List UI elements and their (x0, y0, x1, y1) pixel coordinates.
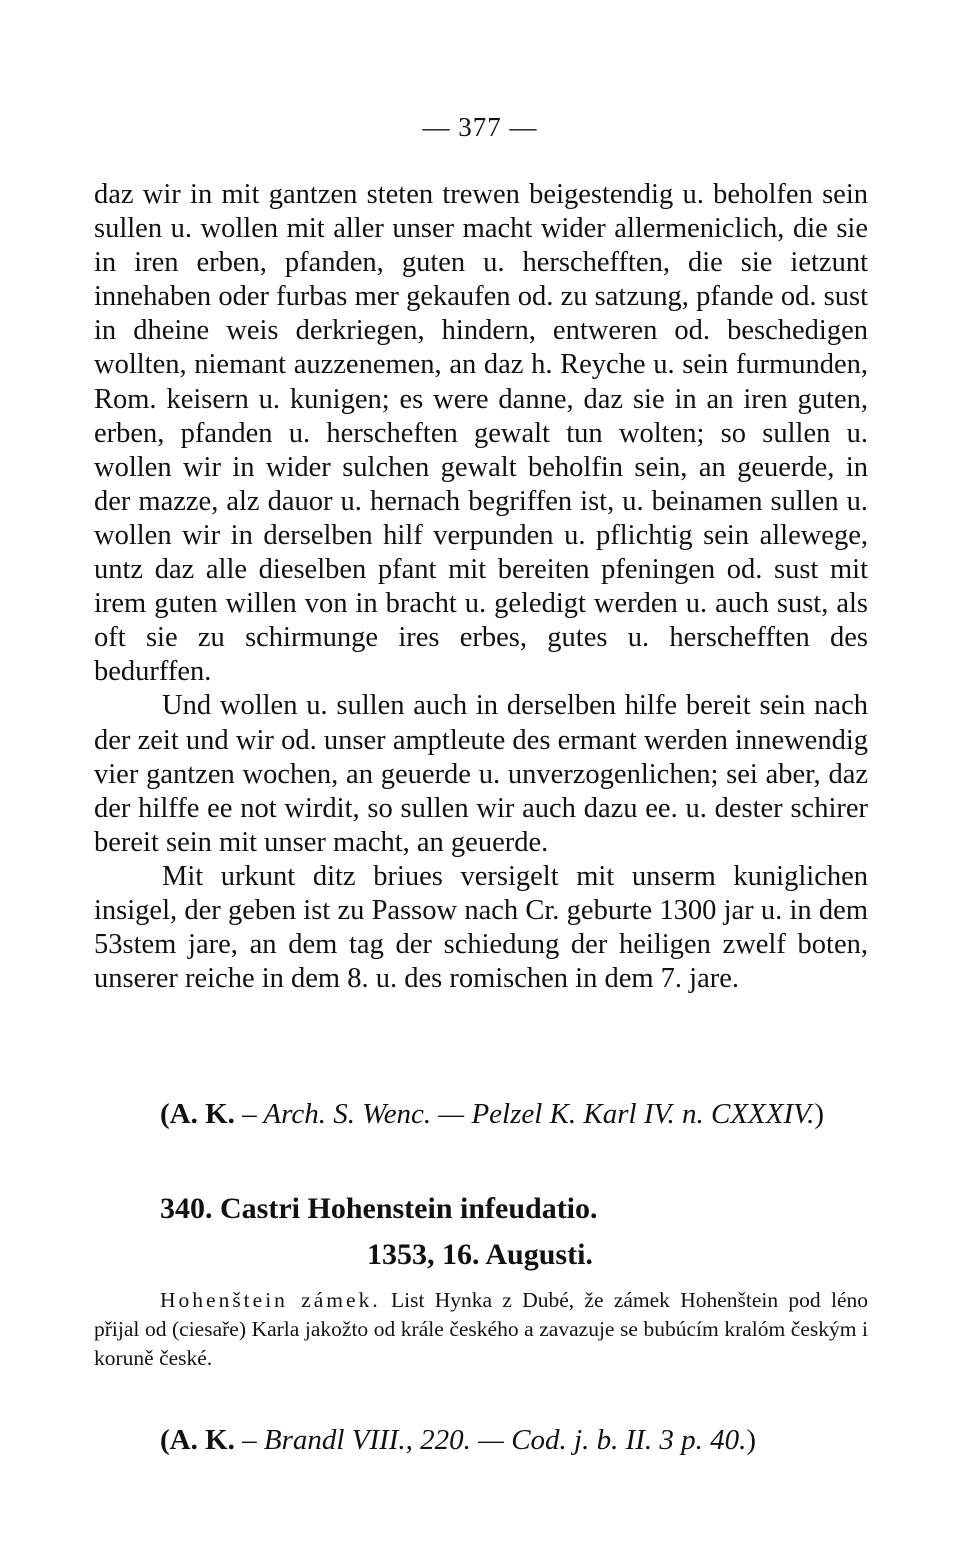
citation2-archive: (A. K. (160, 1424, 235, 1456)
document-date: 1353, 16. Augusti. (367, 1238, 593, 1271)
page-number: — 377 — (422, 112, 538, 142)
document-heading: 340. Castri Hohenstein infeudatio. (160, 1192, 598, 1225)
paragraph-1: daz wir in mit gantzen steten trewen beigestendig u. beholfen sein sullen u. wollen mit aller unser macht wider allermeniclich, die sie in iren erben, pfanden, guten u. herschefften, die sie ietzunt innehaben oder furbas mer gekaufen od. zu satzung, pfande od. sust in dheine weis derkriegen, hindern, entweren od. beschedigen wollten, niemant auzzenemen, an daz h. Reyche u. sein furmunden, Rom. keisern u. kunigen; es were danne, daz sie in an iren guten, erben, pfanden u. herscheften gewalt tun wolten; so sullen u. wollen wir in wider sulchen gewalt beholfin sein, an geuerde, in der mazze, alz dauor u. hernach begriffen ist, u. beinamen sullen u. wollen wir in derselben hilf verpunden u. pflichtig sein allewege, untz daz alle dieselben pfant mit bereiten pfeningen od. sust mit irem guten willen von in bracht u. geledigt werden u. auch sust, als oft sie zu schirmunge ires erbes, gutes u. herschefften des bedurffen. (94, 179, 868, 688)
source-citation-2 (160, 1422, 868, 1458)
body-text (94, 178, 868, 996)
summary-lead: Hohenštein zámek. (160, 1288, 381, 1312)
citation-close: ) (814, 1098, 825, 1130)
paragraph-3: Mit urkunt ditz briues versigelt mit unserm kuniglichen insigel, der geben ist zu Passow nach Cr. geburte 1300 jar u. in dem 53stem jare, an dem tag der schiedung der heiligen zwelf boten, unserer reiche in dem 8. u. des romischen in dem 7. jare. (94, 860, 868, 995)
document-summary (94, 1286, 868, 1373)
citation-references: – Arch. S. Wenc. — Pelzel K. Karl IV. n. CXXXIV. (234, 1098, 815, 1130)
source-citation-1 (160, 1096, 868, 1132)
citation2-close: ) (746, 1424, 757, 1456)
citation-archive: (A. K. (160, 1098, 235, 1130)
citation2-references: – Brandl VIII., 220. — Cod. j. b. II. 3 p. 40. (234, 1424, 747, 1456)
summary-text: List Hynka z Dubé, že zámek Hohenštein pod léno přijal od (ciesaře) Karla jakožto od krále českého a zavazuje se bubúcím kralóm českým i koruně české. (94, 1288, 868, 1370)
paragraph-2: Und wollen u. sullen auch in derselben hilfe bereit sein nach der zeit und wir od. unser amptleute des ermant werden innewendig vier gantzen wochen, an geuerde u. unverzogenlichen; sei aber, daz der hilffe ee not wirdit, so sullen wir auch dazu ee. u. dester schirer bereit sein mit unser macht, an geuerde. (94, 690, 868, 858)
